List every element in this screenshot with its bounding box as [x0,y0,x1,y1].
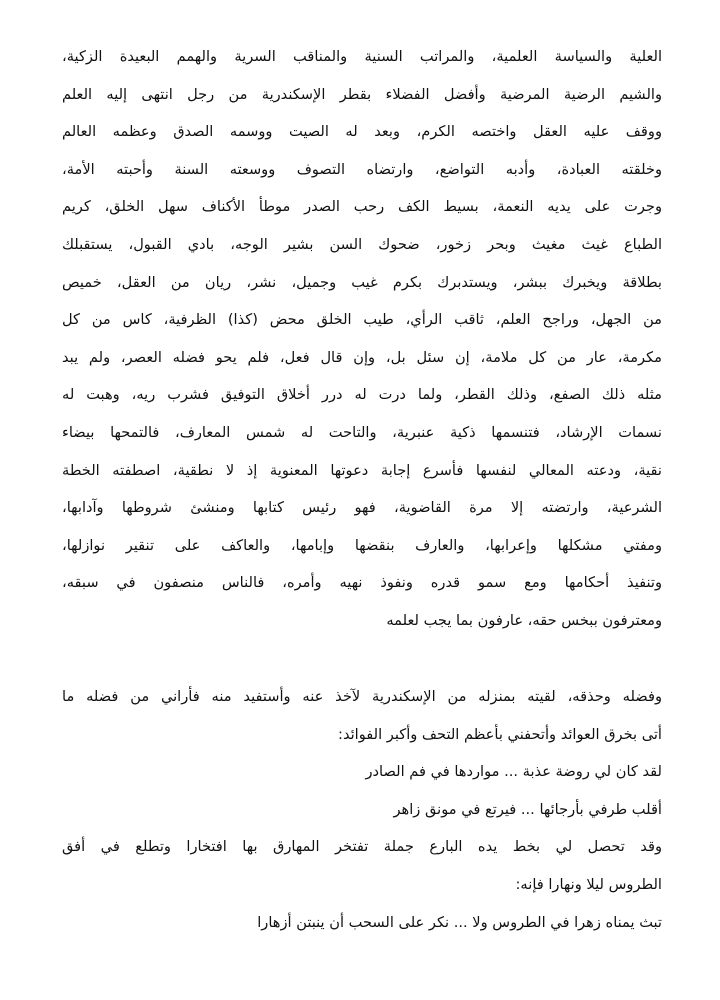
text-line: وجرت على يديه النعمة، بسيط الكف رحب الصدر موطأ الأكناف سهل الخلق، كريم [62,198,662,216]
text-line: ووقف عليه العقل واختصه الكرم، وبعد له الصيت ووسمه الصدق وعظمه العالم [62,123,662,141]
text-line: وقد تحصل لي بخط يده البارع جملة تفتخر المهارق بها افتخارا وتطلع في أفق [62,838,662,856]
text-line: نقية، ودعته المعالي لنفسها فأسرع إجابة دعوتها المعنوية إذ لا نطقية، اصطفته الخطة [62,461,662,479]
verse-line: لقد كان لي روضة عذبة ... مواردها في فم الصادر [365,763,662,781]
text-line: مكرمة، عار من كل ملامة، إن سئل بل، وإن قال فعل، فلم يحو فضله العصر، ولم يبد [62,348,662,366]
paragraph-biography [62,38,662,640]
text-line: الطروس ليلا ونهارا فإنه: [515,875,662,893]
text-line: والشيم الرضية المرضية وأفضل الفضلاء بقطر الإسكندرية من رجل انتهى إليه العلم [62,85,662,103]
text-line: أتى بخرق العوائد وأتحفني بأعظم التحف وأكبر الفوائد: [338,725,662,743]
text-line: وخلقته العبادة، وأدبه التواضع، وارتضاه التصوف ووسعته السنة وأحبته الأمة، [62,160,662,178]
text-line: ومفتي مشكلها وإعرابها، والعارف بنقضها وإبامها، والعاكف على تنقير نوازلها، [62,536,662,554]
text-line: الطباع غيث مغيث وبحر زخور، ضحوك السن بشير الوجه، بادي القبول، يستقبلك [62,235,662,253]
text-line: العلية والسياسة العلمية، والمراتب السنية والمناقب السرية والهمم البعيدة الزكية، [62,48,662,65]
text-line: وفضله وحذقه، لقيته بمنزله من الإسكندرية لآخذ عنه وأستفيد منه فأراني من فضله ما [62,688,662,705]
text-line: من الجهل، وراجح العلم، ثاقب الرأي، طيب الخلق محض (كذا) الظرفية، كاس من كل [62,311,662,329]
text-line: وتنفيذ أحكامها ومع سمو قدره ونفوذ نهيه وأمره، فالناس منصفون في سبقه، [62,574,662,592]
text-line: مثله ذلك الصفع، وذلك القطر، ولما درت له درر أخلاق التوفيق فشرب ريه، وهبت له [62,386,662,404]
text-line: الشرعية، وارتضته إلا مرة القاضوية، فهو رئيس كتابها ومنشئ شروطها وآدابها، [62,499,662,517]
text-line: نسمات الإرشاد، فتنسمها ذكية عنبرية، والتاحت له شمس المعارف، فالتمحها بيضاء [62,423,662,441]
text-line: بطلاقة ويخبرك ببشر، ويستدبرك بكرم غيب وجميل، نشر، ريان من العقل، خميص [62,273,662,291]
verse-line: تبث يمناه زهرا في الطروس ولا ... نكر على السحب أن ينبتن أزهارا [257,913,662,931]
verse-line: أقلب طرفي بأرجائها ... فيرتع في مونق زاهر [393,800,662,818]
paragraph-meeting [62,678,662,941]
text-line: ومعترفون ببخس حقه، عارفون بما يجب لعلمه [386,611,662,629]
